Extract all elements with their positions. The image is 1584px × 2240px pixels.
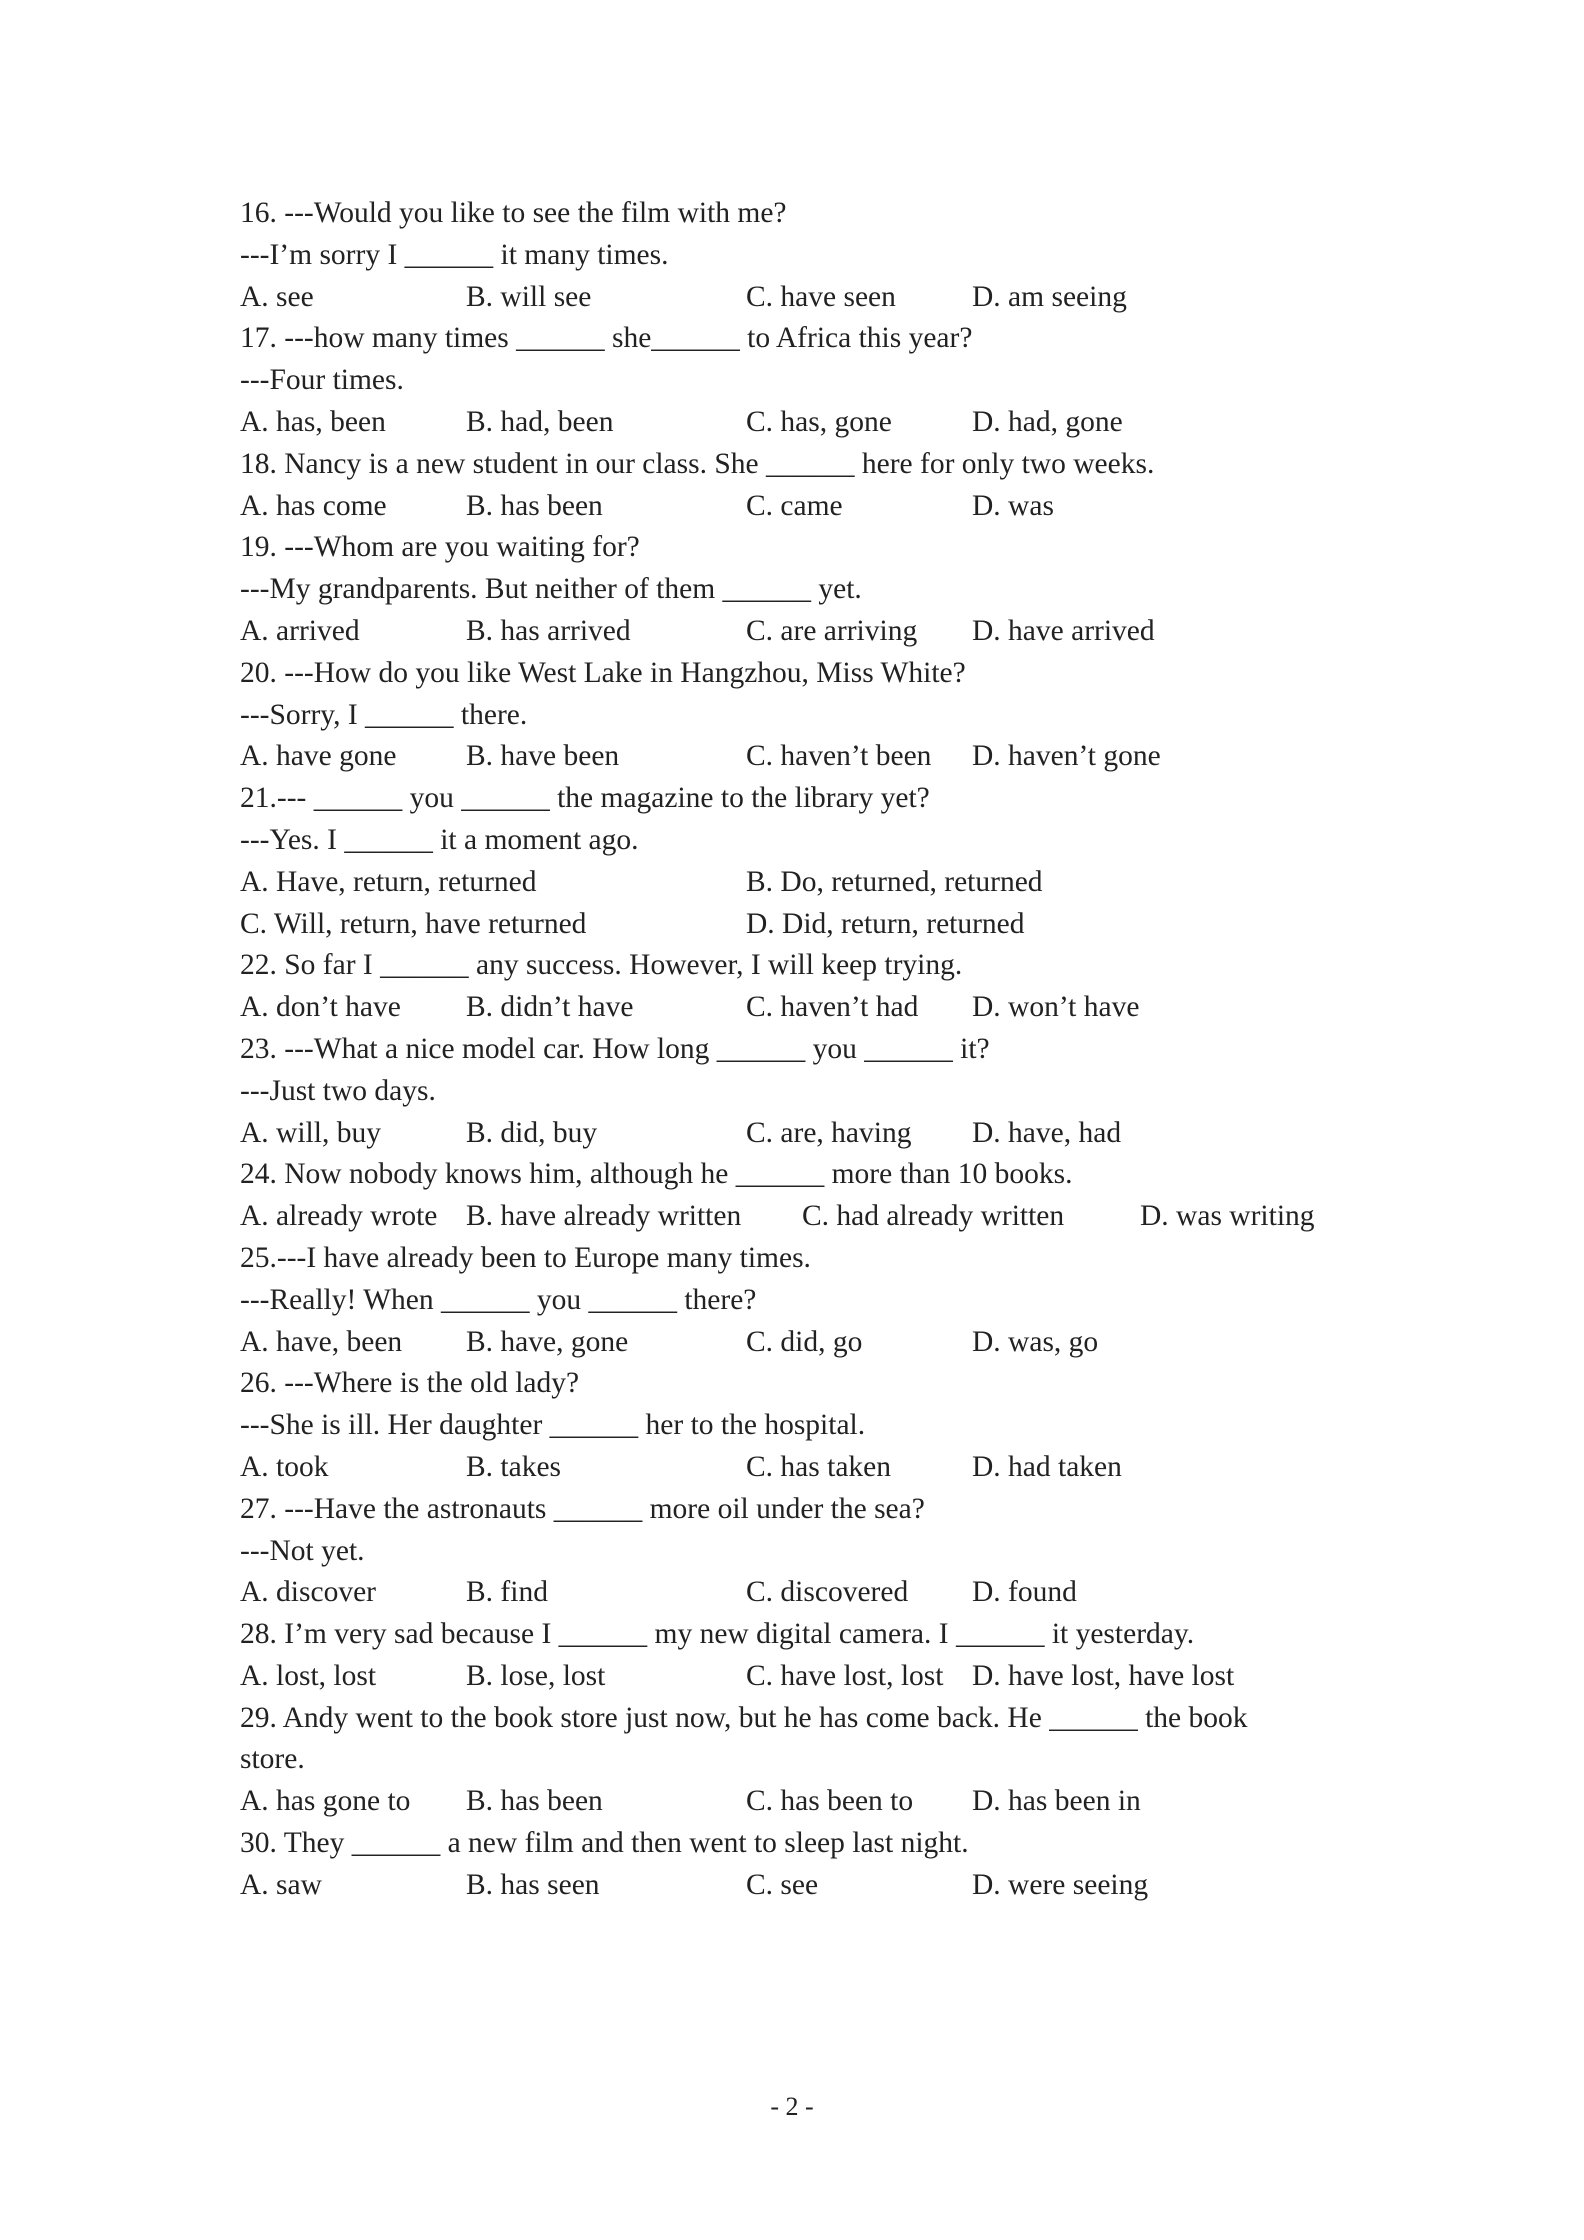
option-a: A. saw xyxy=(240,1868,322,1901)
option-c: C. Will, return, have returned xyxy=(240,907,587,940)
option-a: A. has, been xyxy=(240,405,386,438)
question-stem: ---Sorry, I ______ there. xyxy=(240,698,528,731)
option-c: C. haven’t been xyxy=(746,740,932,773)
question-stem: 16. ---Would you like to see the film with me? xyxy=(240,197,787,229)
option-b: B. did, buy xyxy=(466,1116,598,1149)
question-stem: 20. ---How do you like West Lake in Hangzhou, Miss White? xyxy=(240,656,966,689)
option-d: D. had taken xyxy=(972,1450,1122,1483)
option-b: B. has been xyxy=(466,1785,603,1818)
option-b: B. had, been xyxy=(466,405,614,438)
option-a: A. have, been xyxy=(240,1325,403,1358)
option-d: D. found xyxy=(972,1576,1077,1609)
question-stem: 27. ---Have the astronauts ______ more oil under the sea? xyxy=(240,1492,925,1525)
question-stem: 22. So far I ______ any success. However, I will keep trying. xyxy=(240,949,963,982)
option-b: B. have, gone xyxy=(466,1325,629,1358)
page-number: - 2 - xyxy=(770,2092,814,2121)
option-c: C. discovered xyxy=(746,1576,909,1609)
question-stem: 29. Andy went to the book store just now, but he has come back. He ______ the book xyxy=(240,1701,1248,1734)
question-stem: ---Really! When ______ you ______ there? xyxy=(240,1283,757,1316)
option-c: C. had already written xyxy=(802,1200,1065,1233)
option-a: A. already wrote xyxy=(240,1200,438,1233)
option-a: A. has come xyxy=(240,489,387,522)
option-a: A. will, buy xyxy=(240,1116,381,1149)
option-d: D. has been in xyxy=(972,1785,1141,1818)
question-stem: 19. ---Whom are you waiting for? xyxy=(240,531,640,564)
question-stem: 24. Now nobody knows him, although he ______ more than 10 books. xyxy=(240,1158,1073,1191)
option-a: A. arrived xyxy=(240,614,360,647)
question-list xyxy=(240,193,1360,1907)
option-c: C. are, having xyxy=(746,1116,912,1149)
option-a: A. don’t have xyxy=(240,991,401,1024)
option-d: D. was, go xyxy=(972,1325,1099,1358)
question-stem: store. xyxy=(240,1743,305,1776)
question-stem: 18. Nancy is a new student in our class. She ______ here for only two weeks. xyxy=(240,447,1155,480)
option-c: C. have seen xyxy=(746,280,896,313)
question-stem: ---Four times. xyxy=(240,364,404,397)
answer-options xyxy=(240,277,1360,319)
option-d: D. have lost, have lost xyxy=(972,1659,1235,1692)
option-b: B. find xyxy=(466,1576,548,1609)
option-d: D. haven’t gone xyxy=(972,740,1161,773)
answer-options xyxy=(240,402,1360,444)
question-stem: 26. ---Where is the old lady? xyxy=(240,1367,580,1400)
option-b: B. lose, lost xyxy=(466,1659,606,1692)
option-d: D. Did, return, returned xyxy=(746,907,1025,940)
answer-options xyxy=(240,736,1360,778)
option-d: D. have, had xyxy=(972,1116,1122,1149)
option-b: B. has been xyxy=(466,489,603,522)
answer-options xyxy=(240,1865,1360,1907)
question-stem: ---Just two days. xyxy=(240,1074,436,1107)
option-d: D. am seeing xyxy=(972,280,1127,313)
option-c: C. did, go xyxy=(746,1325,863,1358)
option-a: A. took xyxy=(240,1450,329,1483)
question-stem: ---Not yet. xyxy=(240,1534,365,1567)
question-stem: ---I’m sorry I ______ it many times. xyxy=(240,238,669,271)
option-a: A. has gone to xyxy=(240,1785,411,1818)
question-stem: 30. They ______ a new film and then went to sleep last night. xyxy=(240,1827,969,1860)
option-c: C. has been to xyxy=(746,1785,914,1818)
option-a: A. have gone xyxy=(240,740,397,773)
answer-options xyxy=(240,486,1360,528)
option-c: C. haven’t had xyxy=(746,991,919,1024)
answer-options xyxy=(240,1572,1360,1614)
option-b: B. Do, returned, returned xyxy=(746,865,1043,898)
question-stem: ---Yes. I ______ it a moment ago. xyxy=(240,823,639,856)
question-stem: 17. ---how many times ______ she______ to Africa this year? xyxy=(240,322,973,355)
option-a: A. lost, lost xyxy=(240,1659,377,1692)
option-c: C. has, gone xyxy=(746,405,892,438)
question-stem: 25.---I have already been to Europe many times. xyxy=(240,1241,811,1274)
answer-options xyxy=(240,1322,1360,1364)
question-stem: 23. ---What a nice model car. How long ______ you ______ it? xyxy=(240,1032,990,1065)
question-stem: ---My grandparents. But neither of them ______ yet. xyxy=(240,573,862,606)
option-b: B. have already written xyxy=(466,1200,742,1233)
question-stem: 28. I’m very sad because I ______ my new digital camera. I ______ it yesterday. xyxy=(240,1618,1195,1651)
option-c: C. are arriving xyxy=(746,614,918,647)
option-d: D. was xyxy=(972,489,1054,522)
option-b: B. has seen xyxy=(466,1868,600,1901)
option-d: D. was writing xyxy=(1140,1200,1315,1233)
answer-options xyxy=(240,862,1360,904)
option-c: C. came xyxy=(746,489,843,522)
answer-options xyxy=(240,1781,1360,1823)
option-c: C. see xyxy=(746,1868,819,1901)
option-c: C. have lost, lost xyxy=(746,1659,944,1692)
answer-options xyxy=(240,904,1360,946)
option-b: B. has arrived xyxy=(466,614,631,647)
answer-options xyxy=(240,1196,1360,1238)
option-d: D. have arrived xyxy=(972,614,1155,647)
option-d: D. were seeing xyxy=(972,1868,1149,1901)
option-c: C. has taken xyxy=(746,1450,892,1483)
answer-options xyxy=(240,1447,1360,1489)
question-stem: ---She is ill. Her daughter ______ her to the hospital. xyxy=(240,1409,866,1442)
answer-options xyxy=(240,987,1360,1029)
answer-options xyxy=(240,1656,1360,1698)
option-b: B. will see xyxy=(466,280,592,313)
answer-options xyxy=(240,611,1360,653)
option-b: B. didn’t have xyxy=(466,991,634,1024)
answer-options xyxy=(240,1113,1360,1155)
option-b: B. takes xyxy=(466,1450,562,1483)
option-a: A. see xyxy=(240,280,314,313)
option-a: A. Have, return, returned xyxy=(240,865,537,898)
option-d: D. won’t have xyxy=(972,991,1140,1024)
option-d: D. had, gone xyxy=(972,405,1123,438)
option-a: A. discover xyxy=(240,1576,376,1609)
question-stem: 21.--- ______ you ______ the magazine to the library yet? xyxy=(240,782,930,815)
option-b: B. have been xyxy=(466,740,620,773)
